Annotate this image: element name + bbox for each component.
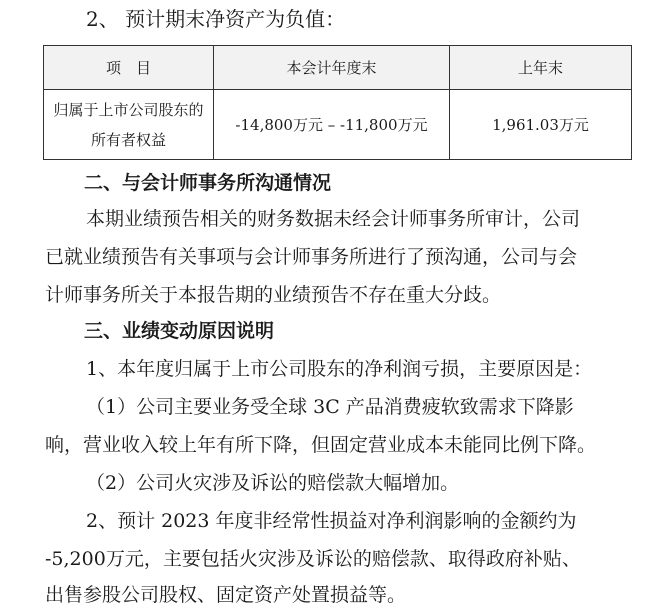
- header-prior-year-end: 上年末: [450, 46, 632, 90]
- para3-line3: 响，营业收入较上年有所下降，但固定营业成本未能同比例下降。: [45, 434, 597, 456]
- para3-line2: （1）公司主要业务受全球 3C 产品消费疲软致需求下降影: [86, 396, 574, 418]
- row-item-line2: 所有者权益: [90, 130, 166, 149]
- para3-line5: 2、预计 2023 年度非经常性损益对净利润影响的金额约为: [86, 510, 577, 532]
- header-item: 项 目: [44, 46, 214, 90]
- para2-line2: 已就业绩预告有关事项与会计师事务所进行了预沟通，公司与会: [45, 246, 578, 268]
- row-current-value: -14,800万元 – -11,800万元: [214, 90, 450, 160]
- row-item-line1: 归属于上市公司股东的: [53, 100, 204, 119]
- equity-table: [43, 45, 632, 160]
- para3-line1: 1、本年度归属于上市公司股东的净利润亏损，主要原因是：: [86, 358, 593, 380]
- para2-line1: 本期业绩预告相关的财务数据未经会计师事务所审计，公司: [86, 208, 581, 230]
- row-item-cell: [44, 90, 214, 160]
- heading-auditor-communication: 二、与会计师事务所沟通情况: [84, 172, 332, 194]
- table-row: [44, 90, 632, 160]
- para3-line6: -5,200万元，主要包括火灾涉及诉讼的赔偿款、取得政府补贴、: [45, 548, 581, 570]
- section-item-2: 2、 预计期末净资产为负值：: [86, 7, 346, 31]
- header-current-year-end: 本会计年度末: [214, 46, 450, 90]
- row-previous-value: 1,961.03万元: [450, 90, 632, 160]
- para3-line7: 出售参股公司股权、固定资产处置损益等。: [45, 584, 407, 606]
- heading-change-reasons: 三、业绩变动原因说明: [84, 320, 275, 342]
- table-header-row: [44, 46, 632, 90]
- para2-line3: 计师事务所关于本报告期的业绩预告不存在重大分歧。: [45, 284, 502, 306]
- para3-line4: （2）公司火灾涉及诉讼的赔偿款大幅增加。: [86, 472, 460, 494]
